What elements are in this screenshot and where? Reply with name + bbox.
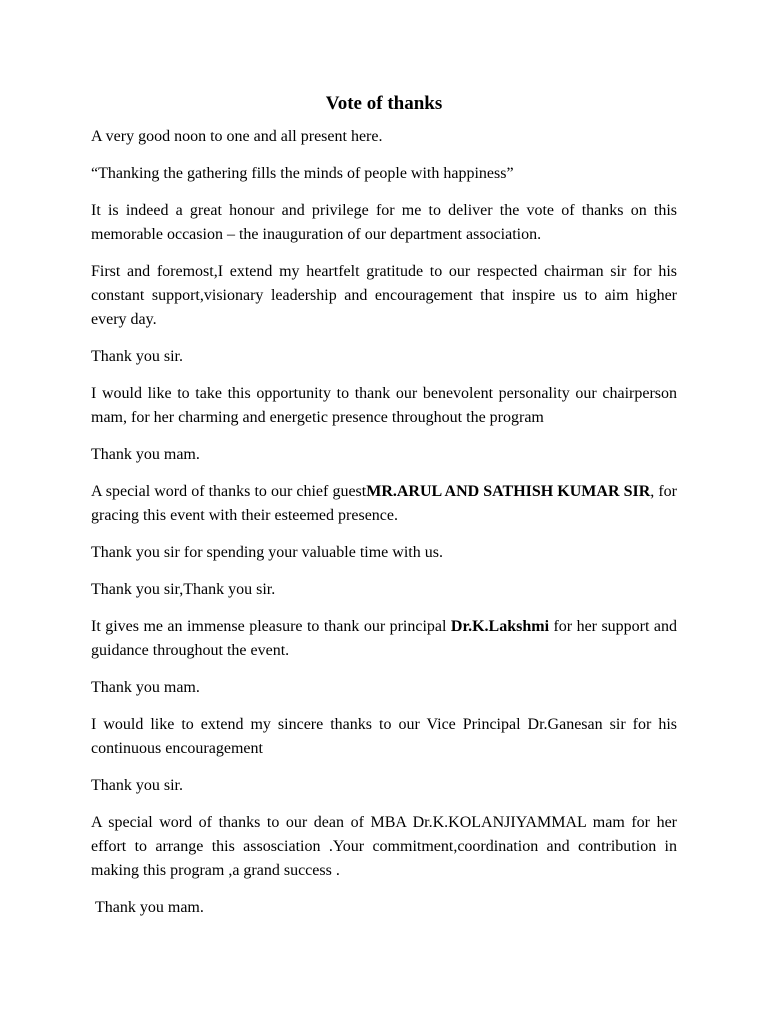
chairperson-paragraph: I would like to take this opportunity to thank our benevolent personality our chairperson mam, for her charming and energetic presence throughout the program [91,385,677,426]
principal-name: Dr.K.Lakshmi [450,618,550,635]
principal-prefix: It gives me an immense pleasure to thank our principal [91,618,451,635]
thank-you-sir-1: Thank you sir. [91,348,183,365]
chief-guest-paragraph [91,480,677,528]
thank-you-mam-3: Thank you mam. [95,899,204,916]
principal-suffix: for her support and guidance throughout the event. [91,618,678,659]
quote-paragraph: “Thanking the gathering fills the minds of people with happiness” [91,165,514,182]
thank-you-sir-2: Thank you sir,Thank you sir. [91,581,276,598]
chairman-paragraph: First and foremost,I extend my heartfelt gratitude to our respected chairman sir for his constant support,visionary leadership and encouragement that inspire us to aim higher every day. [91,263,677,328]
principal-paragraph [91,615,677,663]
thank-you-mam-2: Thank you mam. [91,679,200,696]
document-page [91,91,677,933]
chief-guest-suffix: , for gracing this event with their esteemed presence. [91,483,677,524]
valuable-time-paragraph: Thank you sir for spending your valuable time with us. [91,544,443,561]
thank-you-sir-3: Thank you sir. [91,777,183,794]
honour-paragraph: It is indeed a great honour and privilege for me to deliver the vote of thanks on this memorable occasion – the inauguration of our department association. [91,202,677,243]
greeting-paragraph: A very good noon to one and all present here. [91,128,383,145]
dean-paragraph: A special word of thanks to our dean of MBA Dr.K.KOLANJIYAMMAL mam for her effort to arrange this assosciation .Your commitment,coordination and contribution in making this program ,a grand success . [91,814,677,879]
thank-you-mam-1: Thank you mam. [91,446,200,463]
chief-guest-name: MR.ARUL AND SATHISH KUMAR SIR [366,483,651,500]
document-title: Vote of thanks [325,93,443,114]
chief-guest-prefix: A special word of thanks to our chief guest [91,483,367,500]
vice-principal-paragraph: I would like to extend my sincere thanks to our Vice Principal Dr.Ganesan sir for his continuous encouragement [91,716,677,757]
